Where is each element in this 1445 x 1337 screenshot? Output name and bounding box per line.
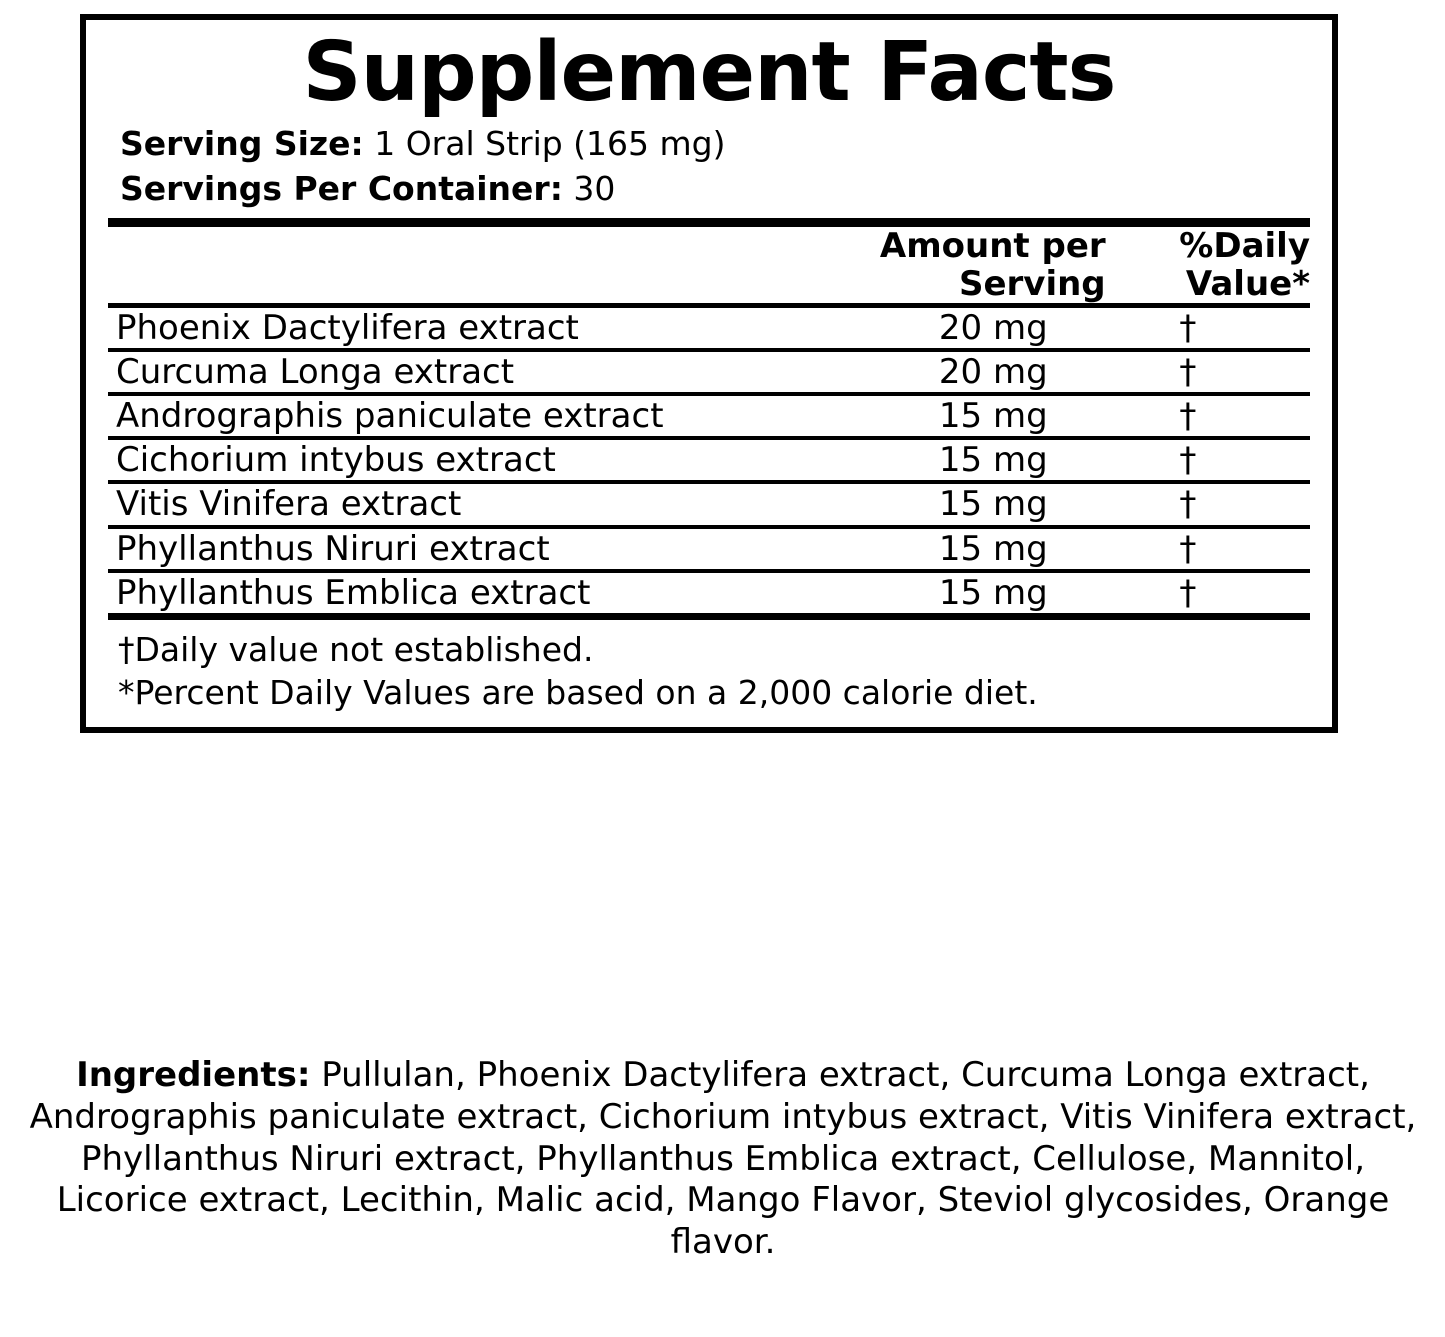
row-dv: † <box>1106 438 1310 482</box>
header-top-rule <box>108 218 1310 227</box>
row-amount: 15 mg <box>793 394 1106 438</box>
column-header-dv <box>1106 227 1310 303</box>
footnote-top-rule <box>108 613 1310 620</box>
row-name: Andrographis paniculate extract <box>108 394 793 438</box>
row-dv: † <box>1106 350 1310 394</box>
servings-per-container-value: 30 <box>573 168 616 208</box>
table-row <box>108 308 1310 350</box>
row-dv: † <box>1106 482 1310 526</box>
column-header-amount <box>793 227 1106 303</box>
servings-per-container-label: Servings Per Container: <box>120 168 563 208</box>
ingredients-label: Ingredients: <box>76 1055 311 1095</box>
serving-size-value: 1 Oral Strip (165 mg) <box>374 124 726 164</box>
nutrient-table <box>108 227 1310 303</box>
row-dv: † <box>1106 308 1310 350</box>
row-name: Curcuma Longa extract <box>108 350 793 394</box>
footnote-asterisk: *Percent Daily Values are based on a 2,000 calorie diet. <box>118 673 1038 713</box>
row-amount: 15 mg <box>793 527 1106 571</box>
table-row <box>108 482 1310 526</box>
row-amount: 15 mg <box>793 438 1106 482</box>
row-amount: 20 mg <box>793 308 1106 350</box>
row-amount: 15 mg <box>793 482 1106 526</box>
row-amount: 15 mg <box>938 572 1048 613</box>
footnote-dagger: †Daily value not established. <box>118 629 594 669</box>
column-header-dv-line1: %Daily <box>1179 225 1310 266</box>
row-name: Phoenix Dactylifera extract <box>108 308 793 350</box>
row-amount: 20 mg <box>793 350 1106 394</box>
ingredients-section <box>8 1055 1438 1264</box>
row-dv: † <box>1106 527 1310 571</box>
table-row <box>108 527 1310 571</box>
serving-info <box>108 122 1310 218</box>
table-row <box>108 571 1310 613</box>
serving-size-line <box>120 122 1310 167</box>
row-dv: † <box>1106 394 1310 438</box>
table-row <box>108 394 1310 438</box>
table-row <box>108 438 1310 482</box>
servings-per-container-line <box>120 167 1310 212</box>
column-header-dv-line2: Value* <box>1185 263 1310 304</box>
column-header-name <box>108 227 793 303</box>
table-row <box>108 350 1310 394</box>
column-header-amount-line2: Serving <box>958 263 1106 304</box>
row-name: Phyllanthus Emblica extract <box>116 572 591 613</box>
row-name: Vitis Vinifera extract <box>108 482 793 526</box>
serving-size-label: Serving Size: <box>120 124 364 164</box>
column-header-amount-line1: Amount per <box>879 225 1106 266</box>
page-title: Supplement Facts <box>302 25 1116 120</box>
row-name: Cichorium intybus extract <box>108 438 793 482</box>
supplement-facts-panel <box>80 14 1338 733</box>
row-dv: † <box>1179 572 1197 613</box>
footnotes <box>108 620 1310 717</box>
ingredients-text: Pullulan, Phoenix Dactylifera extract, Curcuma Longa extract, Andrographis paniculate extract, Cichorium intybus extract, Vitis Vinifera extract, Phyllanthus Niruri extract, Phyllanthus Emblica extract, Cellulose, Mannitol, Licorice extract, Lecithin, Malic acid, Mango Flavor, Steviol glycosides, Orange flavor. <box>29 1055 1417 1263</box>
table-header-row <box>108 227 1310 303</box>
row-name: Phyllanthus Niruri extract <box>108 527 793 571</box>
nutrient-rows <box>108 308 1310 613</box>
